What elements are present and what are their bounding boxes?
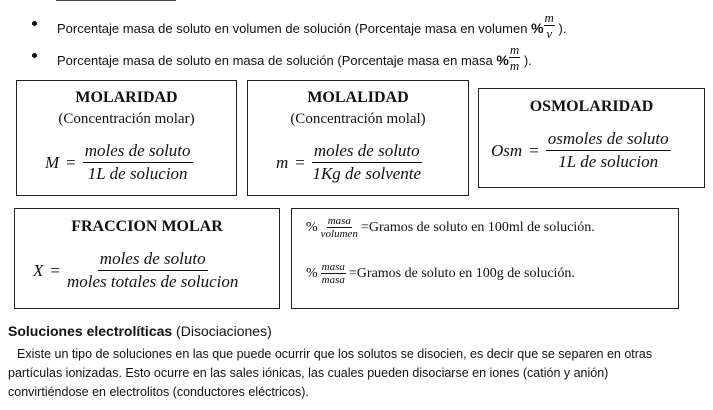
section-paragraph	[8, 345, 708, 402]
formula-denominator: 1L de solucion	[558, 152, 659, 171]
fraction-denominator: volumen	[320, 228, 358, 240]
osmolaridad-box	[478, 88, 705, 188]
osmolaridad-formula	[491, 129, 671, 172]
box-subtitle: (Concentración molar)	[58, 111, 195, 127]
percent-sign: %	[531, 19, 544, 36]
formula-numerator: moles de soluto	[312, 141, 422, 163]
fraction	[509, 43, 520, 72]
percent-fraction	[321, 215, 358, 240]
formula-denominator: moles totales de solucion	[66, 272, 239, 291]
section-heading-rest: (Disociaciones)	[172, 323, 272, 339]
porcentaje-text: =Gramos de soluto en 100ml de solución.	[360, 219, 595, 235]
formula-fraction	[83, 141, 193, 184]
paragraph-line: partículas ionizadas. Esto ocurre en las sales iónicas, las cuales pueden disociarse en iones (catión y anión)	[8, 366, 609, 380]
formula-numerator: osmoles de soluto	[546, 129, 671, 151]
fraction-numerator: masa	[327, 215, 351, 227]
bullet-label: Porcentaje masa de soluto en masa de solución (Porcentaje masa en masa	[57, 52, 493, 68]
top-rule	[56, 0, 176, 1]
formula-lhs: X	[33, 260, 44, 280]
bullet-item	[0, 6, 713, 41]
fraction-numerator: masa	[321, 261, 345, 273]
percent-sign: %	[496, 51, 509, 68]
bullet-tail: ).	[558, 20, 567, 36]
formula-fraction	[67, 249, 238, 292]
fraction	[544, 11, 555, 40]
paragraph-line: Existe un tipo de soluciones en las que puede ocurrir que los solutos se disocien, es decir que se separen en otras	[17, 347, 653, 361]
formula-fraction	[546, 129, 671, 172]
equals-sign: =	[50, 260, 60, 280]
fraction-denominator: v	[546, 26, 553, 41]
section-heading	[8, 323, 272, 339]
bullet-dot-icon	[32, 21, 37, 26]
fraction-numerator: m	[509, 42, 520, 57]
formula-denominator: 1Kg de solvente	[312, 164, 422, 183]
bullet-item	[0, 38, 713, 73]
bullet-text	[57, 42, 532, 76]
equals-sign: =	[529, 140, 539, 160]
bullet-dot-icon	[32, 53, 37, 58]
porcentaje-line	[306, 261, 575, 286]
porcentaje-line	[306, 215, 595, 240]
fraccion-formula	[33, 249, 238, 292]
bullet-tail: ).	[523, 52, 532, 68]
formula-fraction	[312, 141, 422, 184]
equals-sign: =	[66, 152, 76, 172]
percent-sign: %	[306, 265, 318, 281]
percent-sign: %	[306, 219, 318, 235]
fraccion-molar-box	[14, 208, 280, 309]
molalidad-box	[247, 80, 469, 196]
molaridad-formula	[45, 141, 193, 184]
bullet-label: Porcentaje masa de soluto en volumen de solución (Porcentaje masa en volumen	[57, 20, 528, 36]
paragraph-line: convirtiéndose en electrolitos (conductores eléctricos).	[8, 385, 309, 399]
box-title: FRACCION MOLAR	[71, 218, 223, 235]
fraction-denominator: masa	[321, 274, 345, 286]
porcentaje-text: =Gramos de soluto en 100g de solución.	[348, 265, 575, 281]
formula-lhs: M	[45, 152, 60, 172]
formula-lhs: Osm	[491, 140, 523, 160]
box-title: OSMOLARIDAD	[529, 98, 654, 115]
box-subtitle: (Concentración molal)	[290, 111, 426, 127]
porcentaje-box	[291, 208, 679, 309]
formula-lhs: m	[276, 152, 289, 172]
box-title: MOLARIDAD	[75, 89, 178, 106]
box-title: MOLALIDAD	[307, 89, 409, 106]
formula-denominator: 1L de solucion	[87, 164, 188, 183]
section-heading-bold: Soluciones electrolíticas	[8, 323, 173, 339]
fraction-numerator: m	[544, 10, 554, 25]
molaridad-box	[16, 80, 237, 196]
formula-numerator: moles de soluto	[98, 249, 208, 271]
percent-fraction	[321, 261, 346, 286]
formula-numerator: moles de soluto	[83, 141, 193, 163]
fraction-denominator: m	[509, 58, 520, 73]
equals-sign: =	[295, 152, 305, 172]
molalidad-formula	[276, 141, 422, 184]
